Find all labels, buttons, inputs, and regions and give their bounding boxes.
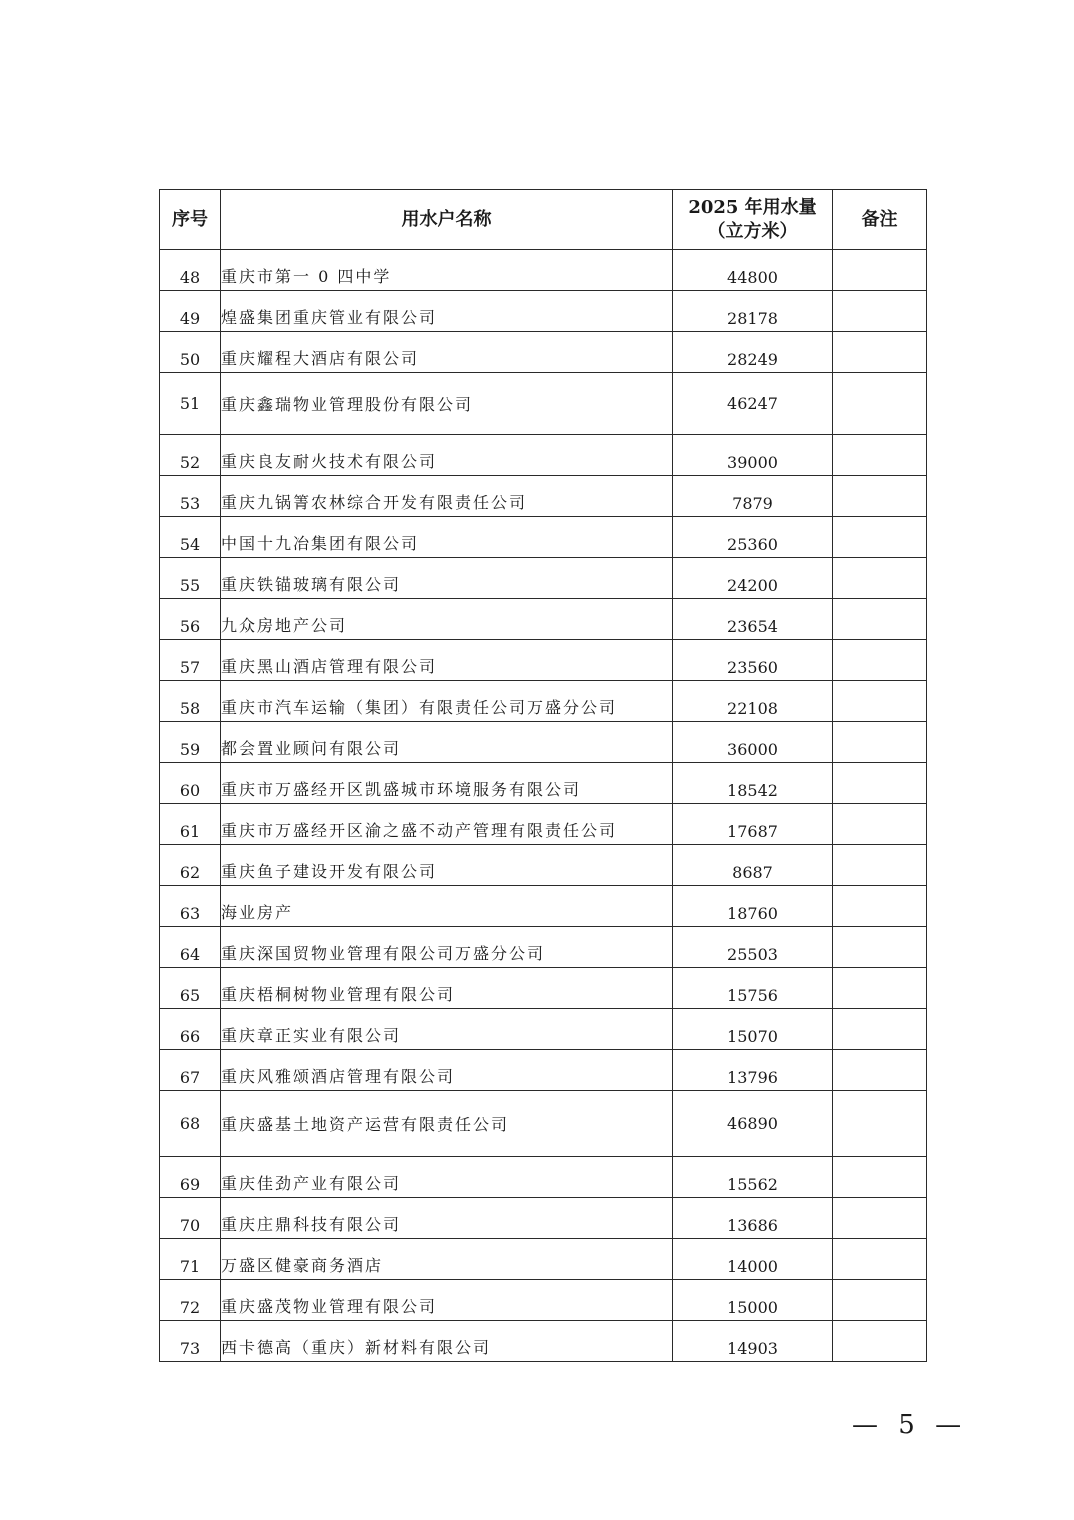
row-remark <box>833 291 927 332</box>
row-remark <box>833 1280 927 1321</box>
table-row <box>160 558 927 599</box>
row-seq: 60 <box>160 763 221 804</box>
table-row <box>160 886 927 927</box>
row-seq: 66 <box>160 1009 221 1050</box>
row-seq: 61 <box>160 804 221 845</box>
header-seq: 序号 <box>160 190 221 250</box>
row-remark <box>833 250 927 291</box>
row-name: 重庆佳劲产业有限公司 <box>221 1157 673 1198</box>
row-name: 重庆章正实业有限公司 <box>221 1009 673 1050</box>
table-row <box>160 845 927 886</box>
row-volume: 15000 <box>673 1280 833 1321</box>
header-remark: 备注 <box>833 190 927 250</box>
row-remark <box>833 332 927 373</box>
row-volume: 13796 <box>673 1050 833 1091</box>
row-volume: 15562 <box>673 1157 833 1198</box>
row-remark <box>833 804 927 845</box>
row-remark <box>833 763 927 804</box>
row-remark <box>833 1321 927 1362</box>
row-remark <box>833 373 927 435</box>
row-seq: 58 <box>160 681 221 722</box>
row-seq: 49 <box>160 291 221 332</box>
table-row <box>160 1198 927 1239</box>
header-volume-line1: 2025 年用水量 <box>688 196 817 218</box>
table-row <box>160 250 927 291</box>
header-volume <box>673 190 833 250</box>
row-seq: 69 <box>160 1157 221 1198</box>
row-volume: 46247 <box>673 373 833 435</box>
row-seq: 67 <box>160 1050 221 1091</box>
row-volume: 8687 <box>673 845 833 886</box>
row-name: 中国十九冶集团有限公司 <box>221 517 673 558</box>
row-volume: 23654 <box>673 599 833 640</box>
table-row <box>160 804 927 845</box>
row-volume: 24200 <box>673 558 833 599</box>
row-volume: 46890 <box>673 1091 833 1157</box>
row-name: 重庆庄鼎科技有限公司 <box>221 1198 673 1239</box>
row-name: 万盛区健豪商务酒店 <box>221 1239 673 1280</box>
row-remark <box>833 1157 927 1198</box>
table-row <box>160 1157 927 1198</box>
row-remark <box>833 968 927 1009</box>
row-remark <box>833 476 927 517</box>
row-name: 重庆良友耐火技术有限公司 <box>221 435 673 476</box>
row-seq: 55 <box>160 558 221 599</box>
table-row <box>160 517 927 558</box>
row-remark <box>833 1091 927 1157</box>
row-remark <box>833 599 927 640</box>
table-row <box>160 1050 927 1091</box>
row-name: 重庆盛茂物业管理有限公司 <box>221 1280 673 1321</box>
row-name: 重庆深国贸物业管理有限公司万盛分公司 <box>221 927 673 968</box>
page-number: — 5 — <box>852 1410 968 1440</box>
table-row <box>160 722 927 763</box>
row-seq: 57 <box>160 640 221 681</box>
row-seq: 56 <box>160 599 221 640</box>
row-volume: 36000 <box>673 722 833 763</box>
row-volume: 18760 <box>673 886 833 927</box>
row-volume: 13686 <box>673 1198 833 1239</box>
row-remark <box>833 886 927 927</box>
row-volume: 7879 <box>673 476 833 517</box>
row-seq: 65 <box>160 968 221 1009</box>
row-volume: 28178 <box>673 291 833 332</box>
row-volume: 17687 <box>673 804 833 845</box>
water-usage-table <box>159 189 927 1362</box>
row-remark <box>833 681 927 722</box>
row-remark <box>833 1198 927 1239</box>
row-remark <box>833 1239 927 1280</box>
row-name: 重庆市第一 0 四中学 <box>221 250 673 291</box>
row-name: 重庆梧桐树物业管理有限公司 <box>221 968 673 1009</box>
row-name: 重庆九锅箐农林综合开发有限责任公司 <box>221 476 673 517</box>
row-volume: 15070 <box>673 1009 833 1050</box>
row-seq: 48 <box>160 250 221 291</box>
row-seq: 72 <box>160 1280 221 1321</box>
row-seq: 64 <box>160 927 221 968</box>
table-row <box>160 1239 927 1280</box>
table-row <box>160 373 927 435</box>
row-name: 都会置业顾问有限公司 <box>221 722 673 763</box>
row-volume: 25360 <box>673 517 833 558</box>
row-volume: 28249 <box>673 332 833 373</box>
row-volume: 39000 <box>673 435 833 476</box>
table-row <box>160 1091 927 1157</box>
row-remark <box>833 435 927 476</box>
row-name: 重庆市汽车运输（集团）有限责任公司万盛分公司 <box>221 681 673 722</box>
row-volume: 14903 <box>673 1321 833 1362</box>
row-seq: 59 <box>160 722 221 763</box>
row-name: 重庆黑山酒店管理有限公司 <box>221 640 673 681</box>
header-name: 用水户名称 <box>221 190 673 250</box>
row-remark <box>833 1009 927 1050</box>
row-name: 重庆市万盛经开区凯盛城市环境服务有限公司 <box>221 763 673 804</box>
row-name: 重庆鑫瑞物业管理股份有限公司 <box>221 373 673 435</box>
row-name: 重庆鱼子建设开发有限公司 <box>221 845 673 886</box>
row-name: 煌盛集团重庆管业有限公司 <box>221 291 673 332</box>
row-name: 重庆铁锚玻璃有限公司 <box>221 558 673 599</box>
row-volume: 18542 <box>673 763 833 804</box>
row-volume: 44800 <box>673 250 833 291</box>
row-seq: 71 <box>160 1239 221 1280</box>
row-name: 九众房地产公司 <box>221 599 673 640</box>
row-seq: 50 <box>160 332 221 373</box>
row-seq: 52 <box>160 435 221 476</box>
row-volume: 14000 <box>673 1239 833 1280</box>
row-remark <box>833 517 927 558</box>
row-name: 海业房产 <box>221 886 673 927</box>
row-remark <box>833 640 927 681</box>
row-seq: 51 <box>160 373 221 435</box>
row-remark <box>833 722 927 763</box>
row-remark <box>833 1050 927 1091</box>
row-seq: 68 <box>160 1091 221 1157</box>
row-seq: 73 <box>160 1321 221 1362</box>
table-row <box>160 332 927 373</box>
row-volume: 25503 <box>673 927 833 968</box>
row-remark <box>833 845 927 886</box>
table-row <box>160 763 927 804</box>
table-row <box>160 291 927 332</box>
row-name: 西卡德高（重庆）新材料有限公司 <box>221 1321 673 1362</box>
row-seq: 53 <box>160 476 221 517</box>
table-header-row <box>160 190 927 250</box>
header-volume-line2: （立方米） <box>707 220 798 242</box>
table-row <box>160 1009 927 1050</box>
table-row <box>160 1280 927 1321</box>
row-name: 重庆市万盛经开区渝之盛不动产管理有限责任公司 <box>221 804 673 845</box>
table-row <box>160 927 927 968</box>
table-row <box>160 476 927 517</box>
table-row <box>160 435 927 476</box>
row-name: 重庆风雅颂酒店管理有限公司 <box>221 1050 673 1091</box>
row-remark <box>833 558 927 599</box>
table-row <box>160 681 927 722</box>
row-remark <box>833 927 927 968</box>
row-seq: 63 <box>160 886 221 927</box>
table-row <box>160 599 927 640</box>
row-volume: 22108 <box>673 681 833 722</box>
row-seq: 62 <box>160 845 221 886</box>
row-volume: 23560 <box>673 640 833 681</box>
row-volume: 15756 <box>673 968 833 1009</box>
row-seq: 70 <box>160 1198 221 1239</box>
table-row <box>160 968 927 1009</box>
table-row <box>160 640 927 681</box>
row-name: 重庆盛基土地资产运营有限责任公司 <box>221 1091 673 1157</box>
row-name: 重庆耀程大酒店有限公司 <box>221 332 673 373</box>
table-row <box>160 1321 927 1362</box>
row-seq: 54 <box>160 517 221 558</box>
